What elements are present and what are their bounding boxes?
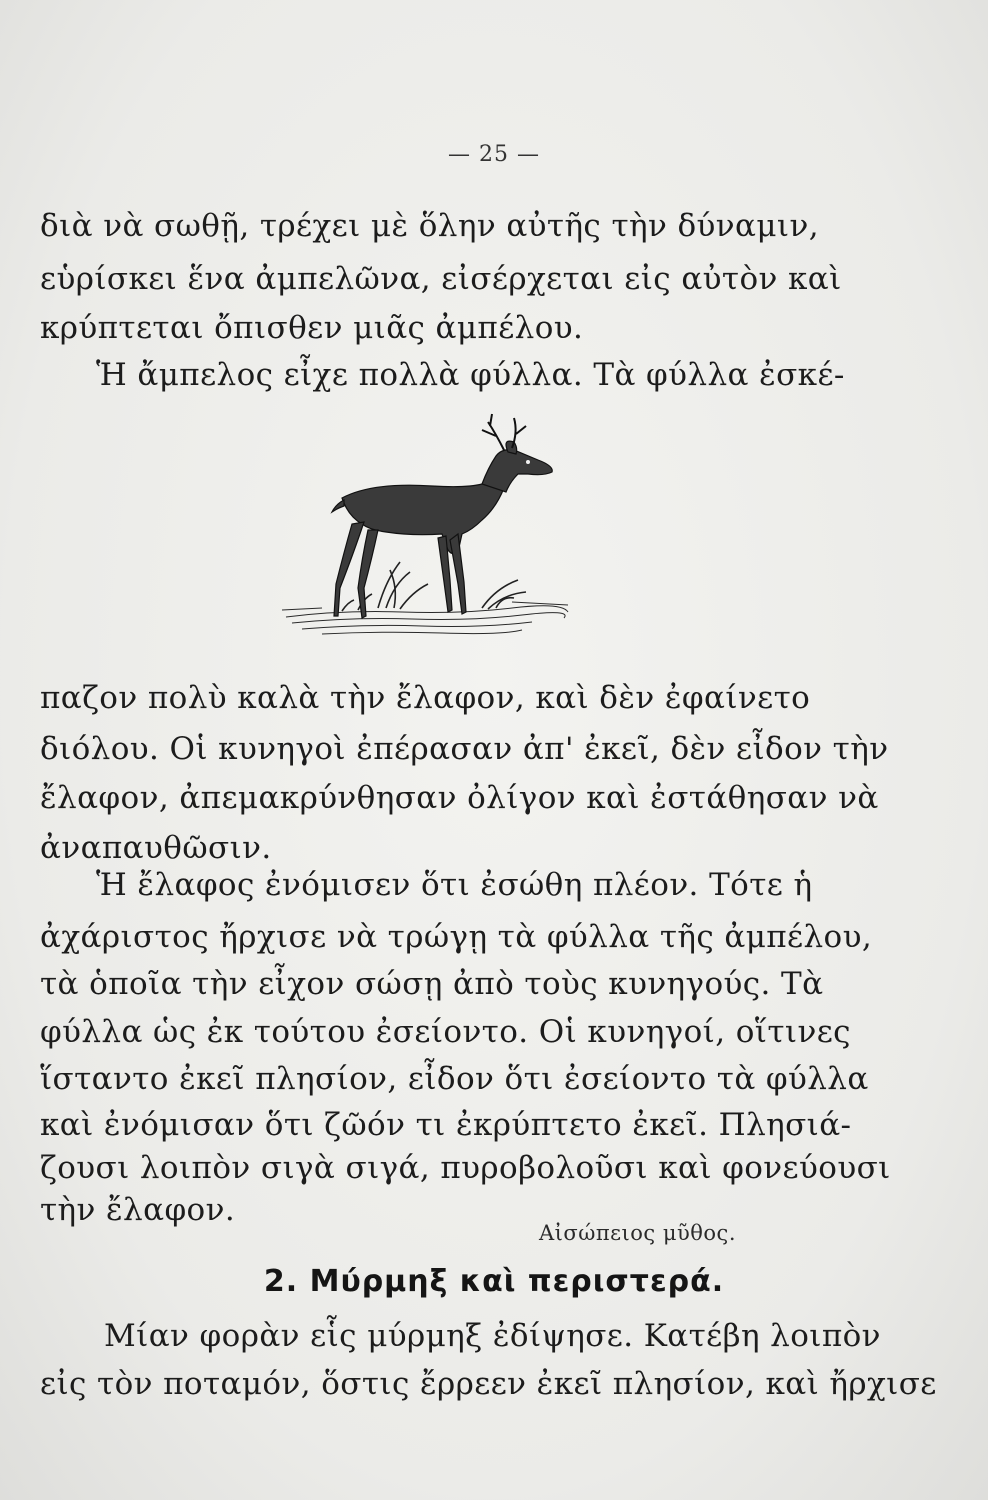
text-line: καὶ ἐνόμισαν ὅτι ζῶόν τι ἐκρύπτετο ἐκεῖ. Πλησιά-: [40, 1107, 852, 1143]
text-line: τὴν ἔλαφον.: [40, 1192, 236, 1228]
text-line: κρύπτεται ὄπισθεν μιᾶς ἀμπέλου.: [40, 310, 584, 346]
grass-tufts: [342, 562, 526, 611]
text-line: Ἡ ἔλαφος ἐνόμισεν ὅτι ἐσώθη πλέον. Τότε ἡ: [96, 867, 813, 903]
text-line: τὰ ὁποῖα τὴν εἶχον σώσῃ ἀπὸ τοὺς κυνηγούς. Τὰ: [40, 966, 824, 1002]
deer-eye: [526, 460, 530, 464]
text-line: Μίαν φορὰν εἷς μύρμηξ ἐδίψησε. Κατέβη λοιπὸν: [104, 1318, 881, 1354]
text-line: ἵσταντο ἐκεῖ πλησίον, εἶδον ὅτι ἐσείοντο τὰ φύλλα: [40, 1061, 869, 1097]
page-number: — 25 —: [448, 142, 540, 167]
text-line: φύλλα ὡς ἐκ τούτου ἐσείοντο. Οἱ κυνηγοί, οἵτινες: [40, 1014, 851, 1050]
text-line: Ἡ ἄμπελος εἶχε πολλὰ φύλλα. Τὰ φύλλα ἐσκέ-: [96, 357, 845, 393]
section-heading: 2. Μύρμηξ καὶ περιστερά.: [263, 1264, 725, 1299]
text-line: ἀχάριστος ἤρχισε νὰ τρώγῃ τὰ φύλλα τῆς ἀμπέλου,: [40, 919, 873, 955]
deer-body: [332, 441, 552, 618]
deer-illustration: [282, 412, 572, 648]
text-line: ἀναπαυθῶσιν.: [40, 830, 272, 866]
text-line: διόλου. Οἱ κυνηγοὶ ἐπέρασαν ἀπ' ἐκεῖ, δὲν εἶδον τὴν: [40, 731, 889, 767]
text-line: ἔλαφον, ἀπεμακρύνθησαν ὀλίγον καὶ ἐστάθησαν νὰ: [40, 780, 879, 816]
text-line: εὑρίσκει ἕνα ἀμπελῶνα, εἰσέρχεται εἰς αὐτὸν καὶ: [40, 261, 842, 297]
attribution-signature: Αἰσώπειος μῦθος.: [539, 1221, 736, 1245]
text-line: ζουσι λοιπὸν σιγὰ σιγά, πυροβολοῦσι καὶ φονεύουσι: [40, 1150, 891, 1186]
ground-hatching: [282, 602, 568, 634]
deer-antlers: [482, 414, 526, 450]
text-line: διὰ νὰ σωθῇ, τρέχει μὲ ὅλην αὐτῆς τὴν δύναμιν,: [40, 208, 819, 244]
text-line: εἰς τὸν ποταμόν, ὅστις ἔρρεεν ἐκεῖ πλησίον, καὶ ἤρχισε: [40, 1366, 937, 1402]
text-line: παζον πολὺ καλὰ τὴν ἔλαφον, καὶ δὲν ἐφαίνετο: [40, 680, 811, 716]
